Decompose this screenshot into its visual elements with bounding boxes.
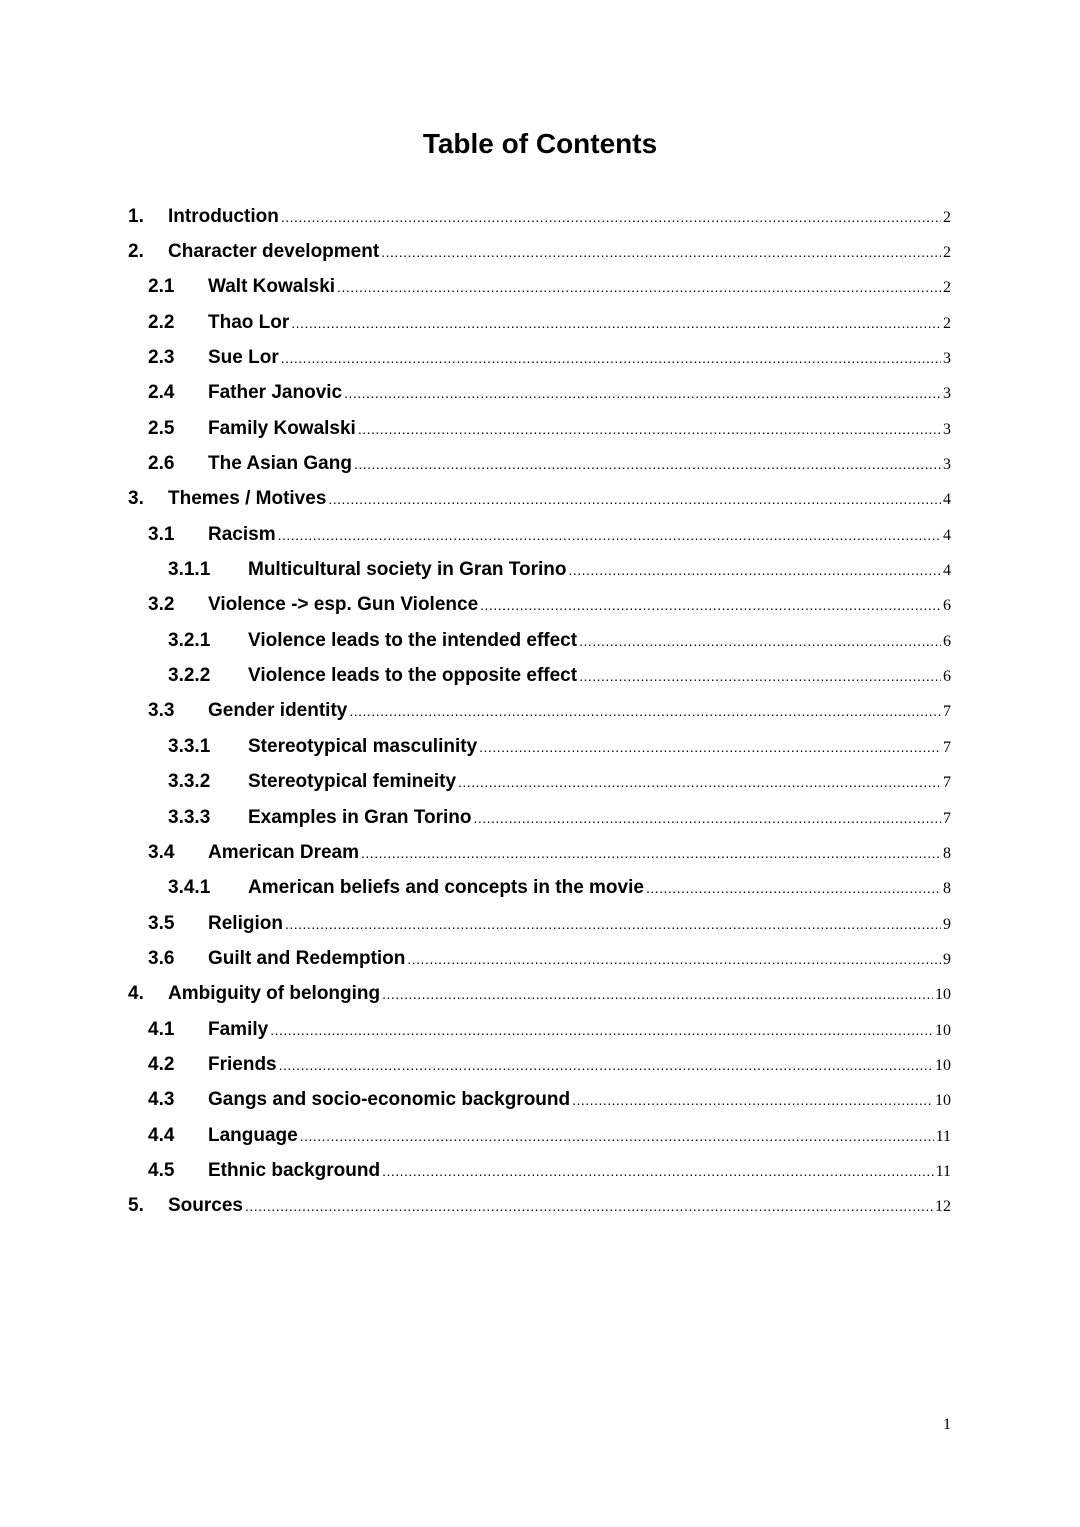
toc-entry-examples-gran-torino[interactable] (0, 800, 1080, 835)
dot-leader (281, 350, 941, 366)
toc-entry-the-asian-gang[interactable] (0, 446, 1080, 481)
dot-leader (278, 527, 941, 543)
toc-entry-ethnic-background[interactable] (0, 1153, 1080, 1188)
toc-entry-multicultural-society[interactable] (0, 552, 1080, 587)
toc-entry-label: Gender identity (208, 700, 348, 722)
toc-entry-page: 2 (943, 208, 951, 226)
toc-entry-page: 8 (943, 880, 951, 898)
toc-entry-number: 4.2 (148, 1053, 175, 1075)
toc-entry-label: American beliefs and concepts in the movie (248, 877, 644, 899)
toc-entry-label: Examples in Gran Torino (248, 806, 472, 828)
toc-entry-label: Violence -> esp. Gun Violence (208, 594, 479, 616)
dot-leader (361, 845, 941, 861)
dot-leader (285, 916, 941, 932)
toc-entry-label: Stereotypical masculinity (248, 735, 478, 757)
dot-leader (480, 597, 941, 613)
toc-entry-character-development[interactable] (0, 234, 1080, 269)
toc-entry-page: 4 (943, 526, 951, 544)
dot-leader (328, 491, 941, 507)
toc-entry-sue-lor[interactable] (0, 340, 1080, 375)
toc-entry-american-dream[interactable] (0, 835, 1080, 870)
dot-leader (337, 279, 941, 295)
toc-entry-page: 9 (943, 915, 951, 933)
toc-entry-number: 2.6 (148, 453, 175, 475)
toc-entry-number: 3.3 (148, 700, 175, 722)
toc-entry-page: 6 (943, 597, 951, 615)
dot-leader (279, 1057, 933, 1073)
toc-entry-page: 7 (943, 738, 951, 756)
toc-entry-label: Gangs and socio-economic background (208, 1089, 571, 1111)
toc-entry-themes-motives[interactable] (0, 482, 1080, 517)
toc-entry-number: 3.2.2 (168, 665, 211, 687)
toc-entry-number: 5. (128, 1195, 144, 1217)
table-of-contents (0, 199, 1080, 1224)
toc-entry-label: Family Kowalski (208, 417, 356, 439)
toc-entry-page: 7 (943, 774, 951, 792)
toc-entry-family-kowalski[interactable] (0, 411, 1080, 446)
toc-entry-label: Thao Lor (208, 311, 290, 333)
toc-entry-label: Language (208, 1124, 298, 1146)
toc-entry-label: The Asian Gang (208, 453, 352, 475)
toc-entry-label: Walt Kowalski (208, 276, 336, 298)
toc-entry-friends[interactable] (0, 1047, 1080, 1082)
toc-entry-page: 3 (943, 385, 951, 403)
dot-leader (381, 244, 941, 260)
toc-entry-page: 3 (943, 350, 951, 368)
toc-entry-page: 4 (943, 562, 951, 580)
toc-entry-label: Violence leads to the opposite effect (248, 665, 578, 687)
toc-entry-page: 3 (943, 456, 951, 474)
toc-entry-number: 1. (128, 205, 144, 227)
toc-entry-ambiguity-of-belonging[interactable] (0, 977, 1080, 1012)
toc-entry-label: Friends (208, 1053, 277, 1075)
toc-entry-guilt-redemption[interactable] (0, 941, 1080, 976)
toc-entry-number: 2.5 (148, 417, 175, 439)
dot-leader (344, 385, 941, 401)
toc-entry-label: Multicultural society in Gran Torino (248, 559, 567, 581)
dot-leader (382, 1163, 934, 1179)
dot-leader (300, 1128, 934, 1144)
dot-leader (349, 703, 941, 719)
dot-leader (479, 739, 941, 755)
dot-leader (646, 880, 941, 896)
toc-entry-number: 4.1 (148, 1018, 175, 1040)
toc-entry-number: 3.4 (148, 841, 175, 863)
toc-entry-page: 2 (943, 244, 951, 262)
toc-entry-page: 6 (943, 632, 951, 650)
toc-entry-number: 3.6 (148, 947, 175, 969)
toc-entry-sources[interactable] (0, 1189, 1080, 1224)
toc-entry-number: 4.4 (148, 1124, 175, 1146)
toc-entry-page: 6 (943, 668, 951, 686)
toc-entry-label: Violence leads to the intended effect (248, 629, 578, 651)
toc-entry-number: 2. (128, 241, 144, 263)
toc-entry-number: 3.4.1 (168, 877, 211, 899)
page-title: Table of Contents (422, 128, 658, 159)
toc-entry-number: 3.3.2 (168, 771, 211, 793)
toc-entry-number: 3.3.1 (168, 735, 211, 757)
toc-entry-page: 11 (935, 1162, 951, 1180)
dot-leader (579, 668, 941, 684)
toc-entry-thao-lor[interactable] (0, 305, 1080, 340)
toc-entry-violence[interactable] (0, 588, 1080, 623)
dot-leader (358, 421, 941, 437)
toc-entry-violence-opposite-effect[interactable] (0, 658, 1080, 693)
toc-entry-page: 11 (935, 1127, 951, 1145)
toc-entry-family[interactable] (0, 1012, 1080, 1047)
toc-entry-number: 3.2.1 (168, 629, 211, 651)
dot-leader (572, 1092, 933, 1108)
toc-entry-page: 7 (943, 703, 951, 721)
toc-entry-religion[interactable] (0, 906, 1080, 941)
toc-entry-number: 3.3.3 (168, 806, 211, 828)
dot-leader (407, 951, 941, 967)
dot-leader (579, 633, 941, 649)
toc-entry-page: 3 (943, 420, 951, 438)
toc-entry-introduction[interactable] (0, 199, 1080, 234)
toc-entry-label: Introduction (168, 205, 279, 227)
toc-entry-number: 3.5 (148, 912, 175, 934)
toc-entry-label: Themes / Motives (168, 488, 327, 510)
toc-entry-violence-intended-effect[interactable] (0, 623, 1080, 658)
toc-entry-number: 3.1 (148, 523, 175, 545)
toc-entry-number: 2.1 (148, 276, 175, 298)
toc-entry-label: Family (208, 1018, 269, 1040)
toc-entry-number: 4.5 (148, 1159, 175, 1181)
toc-entry-page: 7 (943, 809, 951, 827)
toc-entry-page: 8 (943, 844, 951, 862)
toc-entry-label: American Dream (208, 841, 360, 863)
toc-entry-label: Religion (208, 912, 283, 934)
toc-entry-page: 2 (943, 279, 951, 297)
page-number: 1 (943, 1416, 951, 1433)
toc-entry-american-beliefs[interactable] (0, 871, 1080, 906)
toc-entry-page: 10 (935, 1092, 951, 1110)
toc-entry-label: Ambiguity of belonging (168, 983, 381, 1005)
toc-entry-stereotypical-femineity[interactable] (0, 765, 1080, 800)
toc-entry-language[interactable] (0, 1118, 1080, 1153)
toc-entry-page: 2 (943, 314, 951, 332)
toc-entry-page: 10 (935, 1056, 951, 1074)
toc-entry-label: Guilt and Redemption (208, 947, 406, 969)
dot-leader (382, 986, 933, 1002)
toc-entry-number: 2.3 (148, 347, 175, 369)
toc-entry-number: 3.2 (148, 594, 175, 616)
dot-leader (281, 209, 941, 225)
dot-leader (473, 810, 941, 826)
dot-leader (354, 456, 941, 472)
toc-entry-page: 10 (935, 1021, 951, 1039)
toc-entry-label: Character development (168, 241, 380, 263)
toc-entry-number: 3.1.1 (168, 559, 211, 581)
toc-entry-label: Sue Lor (208, 347, 279, 369)
toc-entry-number: 2.2 (148, 311, 175, 333)
toc-entry-page: 12 (935, 1198, 951, 1216)
toc-entry-page: 10 (935, 986, 951, 1004)
dot-leader (270, 1022, 933, 1038)
toc-entry-label: Ethnic background (208, 1159, 381, 1181)
toc-entry-stereotypical-masculinity[interactable] (0, 729, 1080, 764)
toc-entry-father-janovic[interactable] (0, 376, 1080, 411)
toc-entry-gender-identity[interactable] (0, 694, 1080, 729)
dot-leader (245, 1198, 933, 1214)
dot-leader (291, 315, 941, 331)
toc-entry-label: Stereotypical femineity (248, 771, 457, 793)
toc-entry-number: 4. (128, 983, 144, 1005)
toc-entry-number: 3. (128, 488, 144, 510)
dot-leader (568, 562, 941, 578)
toc-entry-gangs-background[interactable] (0, 1083, 1080, 1118)
toc-entry-label: Father Janovic (208, 382, 343, 404)
toc-entry-label: Racism (208, 523, 276, 545)
toc-entry-number: 4.3 (148, 1089, 175, 1111)
toc-entry-page: 9 (943, 950, 951, 968)
dot-leader (458, 774, 941, 790)
toc-entry-racism[interactable] (0, 517, 1080, 552)
toc-entry-walt-kowalski[interactable] (0, 270, 1080, 305)
toc-entry-page: 4 (943, 491, 951, 509)
toc-entry-number: 2.4 (148, 382, 175, 404)
toc-entry-label: Sources (168, 1195, 243, 1217)
